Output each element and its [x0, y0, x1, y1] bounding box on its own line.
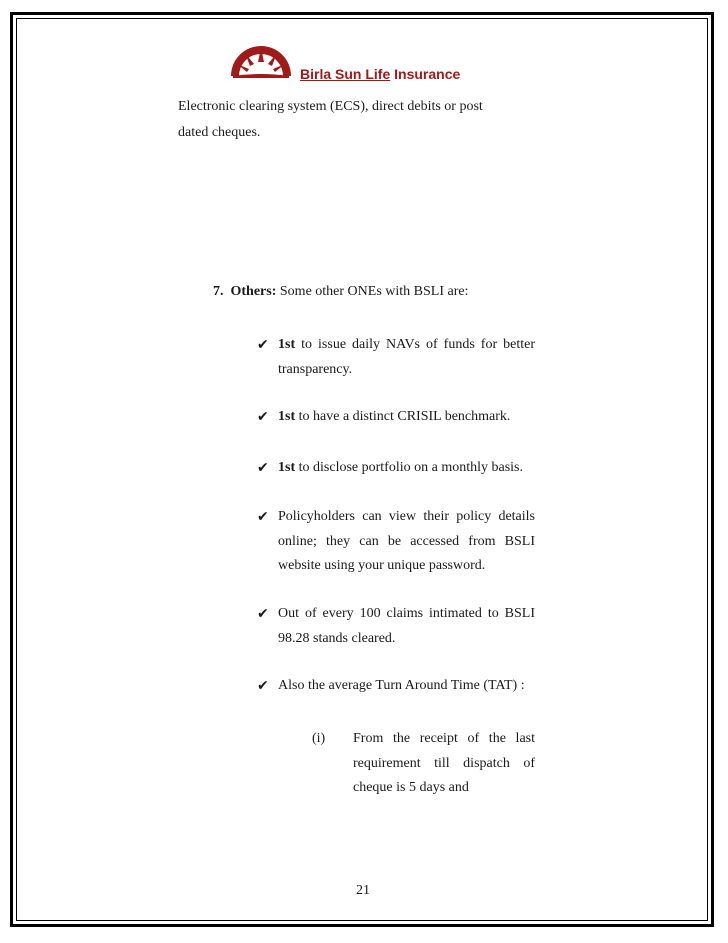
- page-number: 21: [356, 883, 370, 898]
- subitem-line: From the receipt of the last: [353, 731, 535, 746]
- subitem-line: requirement till dispatch of: [353, 756, 535, 771]
- company-name-suffix: Insurance: [390, 66, 461, 82]
- subitem-marker: (i): [312, 731, 326, 746]
- bullet-line: Out of every 100 claims intimated to BSLI: [278, 606, 535, 621]
- bullet-line: [278, 337, 535, 353]
- section-text: Some other ONEs with BSLI are:: [276, 284, 469, 299]
- subitem-line: cheque is 5 days and: [353, 780, 469, 795]
- section-number: 7.: [213, 284, 224, 299]
- intro-line-2: dated cheques.: [178, 125, 261, 140]
- checkmark-icon: ✔: [257, 509, 269, 525]
- bullet-text: to disclose portfolio on a monthly basis.: [295, 460, 523, 475]
- bullet-bold: 1st: [278, 409, 296, 424]
- checkmark-icon: ✔: [257, 337, 269, 353]
- bullet-line: 98.28 stands cleared.: [278, 631, 396, 646]
- bullet-bold: 1st: [278, 337, 296, 352]
- section-heading: [213, 284, 468, 300]
- checkmark-icon: ✔: [257, 460, 269, 476]
- bullet-line: [278, 409, 510, 425]
- bullet-line: Policyholders can view their policy details: [278, 509, 535, 524]
- bullet-text: to have a distinct CRISIL benchmark.: [295, 409, 511, 424]
- bullet-line: Also the average Turn Around Time (TAT) :: [278, 678, 525, 693]
- bullet-line: [278, 460, 523, 476]
- bullet-line: website using your unique password.: [278, 558, 486, 573]
- company-name-underlined: Birla Sun Life: [300, 66, 391, 82]
- bullet-text: to issue daily NAVs of funds for better: [295, 337, 535, 352]
- bullet-bold: 1st: [278, 460, 296, 475]
- checkmark-icon: ✔: [257, 678, 269, 694]
- intro-line-1: Electronic clearing system (ECS), direct debits or post: [178, 99, 483, 114]
- company-name: [300, 66, 460, 82]
- bullet-line: transparency.: [278, 362, 353, 377]
- sunrise-logo-icon: [229, 42, 293, 78]
- bullet-line: online; they can be accessed from BSLI: [278, 534, 535, 549]
- checkmark-icon: ✔: [257, 606, 269, 622]
- section-label: Others:: [230, 284, 277, 299]
- checkmark-icon: ✔: [257, 409, 269, 425]
